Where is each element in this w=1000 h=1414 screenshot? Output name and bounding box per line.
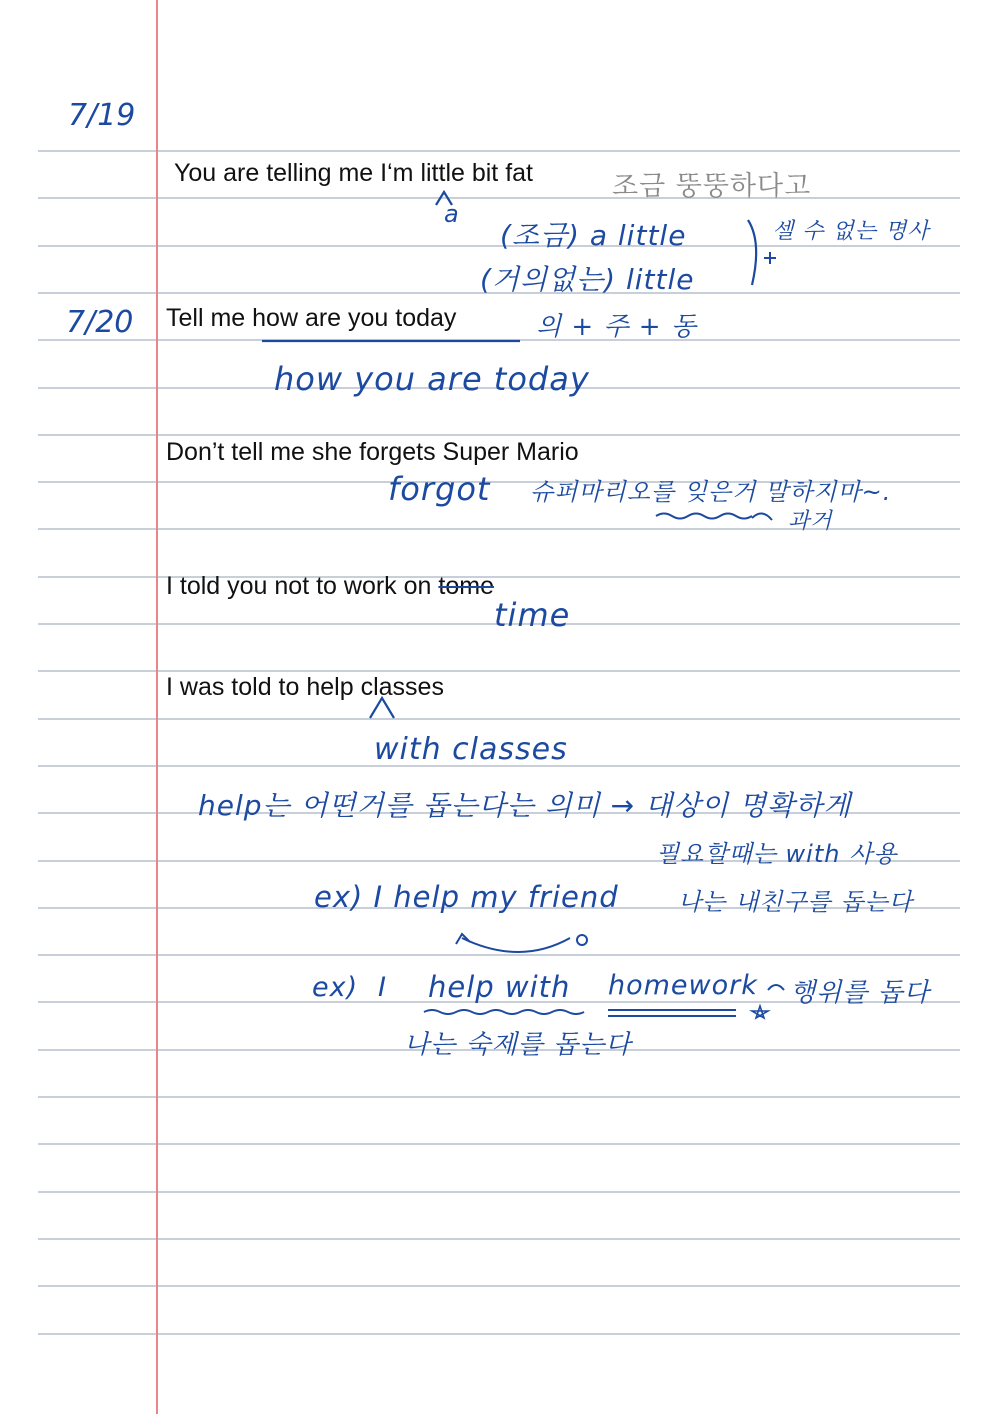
grammar-note: (거의없는) little <box>480 263 695 296</box>
wavy-underline <box>424 1010 584 1014</box>
correction-text: how you are today <box>274 360 590 398</box>
grammar-note: (조금) a little <box>500 219 687 252</box>
meaning-note: 슈퍼마리오를 잊은거 말하지마~. <box>530 478 892 506</box>
date-label: 7/20 <box>66 305 134 340</box>
ruled-line <box>38 197 960 199</box>
sentence-text: I told you not to work on <box>166 572 432 600</box>
bracket-note: 셀 수 없는 명사 <box>772 219 930 244</box>
correction-text: forgot <box>388 470 491 508</box>
correction-text: with classes <box>374 732 568 767</box>
ruled-line <box>38 1333 960 1335</box>
double-underline <box>608 1010 736 1016</box>
example-meaning: 나는 숙제를 돕는다 <box>404 1030 632 1060</box>
ruled-line <box>38 1096 960 1098</box>
circle-mark <box>577 935 587 945</box>
sentence-text: little bit fat <box>420 159 533 187</box>
meaning-note: 조금 뚱뚱하다고 <box>612 171 812 202</box>
ruled-line <box>38 150 960 152</box>
sentence-text: Tell me how are you today <box>166 304 457 332</box>
sentence-text: You are telling me I‘m <box>174 159 414 187</box>
ruled-line <box>38 1143 960 1145</box>
sentence-text: I was told to help <box>166 673 354 701</box>
arrow-mark <box>752 513 772 520</box>
example-meaning: 나는 내친구를 돕는다 <box>678 888 913 916</box>
ruled-line <box>38 339 960 341</box>
example-note: 행위를 돕다 <box>790 978 930 1008</box>
ruled-line <box>38 1238 960 1240</box>
plus-mark <box>764 252 776 264</box>
ruled-line <box>38 718 960 720</box>
sentence-text: classes <box>360 673 444 701</box>
example-subject: I <box>378 972 387 1003</box>
ruled-line <box>38 954 960 956</box>
example-label: ex) <box>312 972 359 1003</box>
grammar-note: 의 + 주 + 동 <box>536 312 697 342</box>
arrow-head <box>456 934 470 944</box>
sentence-line <box>166 571 494 601</box>
example-object: homework <box>608 970 758 1001</box>
ruled-line <box>38 1285 960 1287</box>
bracket-mark <box>748 220 756 285</box>
star-mark <box>752 1006 768 1018</box>
tense-note: 과거 <box>788 509 833 534</box>
insert-mark: a <box>444 200 460 228</box>
ruled-line <box>38 1191 960 1193</box>
sentence-line <box>174 158 533 188</box>
ruled-line <box>38 434 960 436</box>
sentence-text: Don’t tell me she forgets Super Mario <box>166 438 579 466</box>
margin-line <box>156 0 158 1414</box>
example-verb: help with <box>428 970 571 1004</box>
arrow-mark <box>768 985 784 990</box>
explanation-note: 필요할때는 with 사용 <box>656 840 898 868</box>
date-label: 7/19 <box>68 98 136 133</box>
ruled-line <box>38 245 960 247</box>
explanation-note: help는 어떤거를 돕는다는 의미 → 대상이 명확하게 <box>198 789 852 822</box>
correction-text: time <box>494 596 571 634</box>
connector-mark <box>462 938 570 952</box>
wavy-underline <box>656 514 752 519</box>
sentence-line <box>166 672 444 702</box>
struck-word: tome <box>438 572 494 600</box>
example-sentence: ex) I help my friend <box>314 880 619 914</box>
